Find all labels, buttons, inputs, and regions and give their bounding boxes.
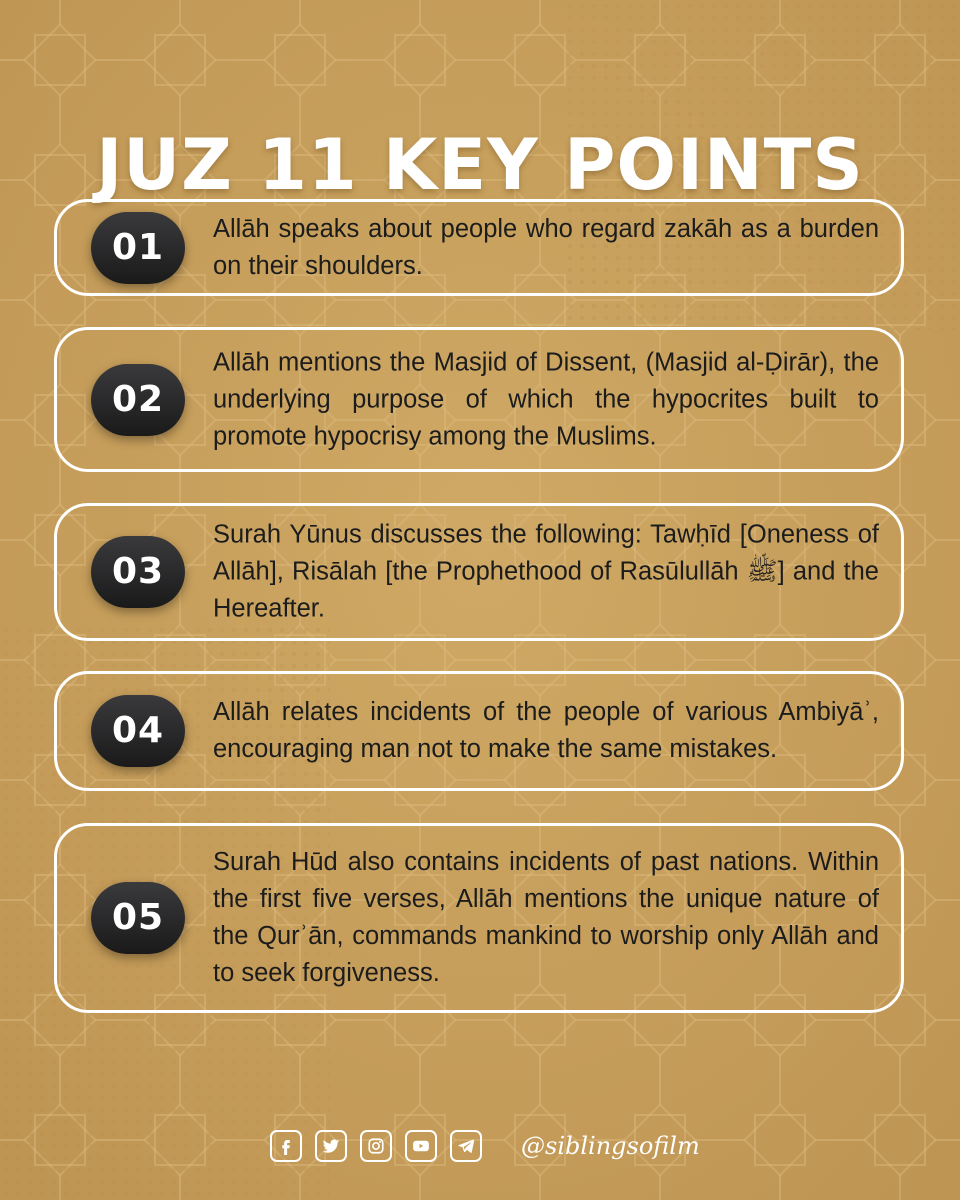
point-text: Surah Hūd also contains incidents of past nations. Within the first five verses, Allāh mentions the unique nature of the Qurʾān, commands mankind to worship only Allāh and to seek forgiveness.	[213, 848, 879, 987]
twitter-icon[interactable]	[315, 1130, 347, 1162]
key-point-card-3	[54, 503, 904, 641]
footer-social-bar	[270, 1128, 700, 1164]
point-number-badge: 04	[91, 695, 185, 767]
instagram-icon[interactable]	[360, 1130, 392, 1162]
point-number-badge: 03	[91, 536, 185, 608]
point-number-badge: 01	[91, 212, 185, 284]
key-point-card-5	[54, 823, 904, 1013]
key-point-card-2	[54, 327, 904, 472]
point-number-badge: 02	[91, 364, 185, 436]
point-text: Allāh speaks about people who regard zakāh as a burden on their shoulders.	[213, 214, 879, 280]
facebook-icon[interactable]	[270, 1130, 302, 1162]
point-text: Surah Yūnus discusses the following: Tawḥīd [Oneness of Allāh], Risālah [the Prophethood of Rasūlullāh ﷺ] and the Hereafter.	[213, 520, 879, 623]
point-text: Allāh mentions the Masjid of Dissent, (Masjid al-Ḍirār), the underlying purpose of which the hypocrites built to promote hypocrisy among the Muslims.	[213, 348, 879, 450]
telegram-icon[interactable]	[450, 1130, 482, 1162]
point-number-badge: 05	[91, 882, 185, 954]
social-handle[interactable]: @siblingsofilm	[521, 1132, 700, 1160]
point-text: Allāh relates incidents of the people of various Ambiyāʾ, encouraging man not to make the same mistakes.	[213, 698, 879, 763]
youtube-icon[interactable]	[405, 1130, 437, 1162]
key-point-card-1	[54, 199, 904, 296]
key-point-card-4	[54, 671, 904, 791]
page-title: JUZ 11 KEY POINTS	[96, 123, 864, 206]
